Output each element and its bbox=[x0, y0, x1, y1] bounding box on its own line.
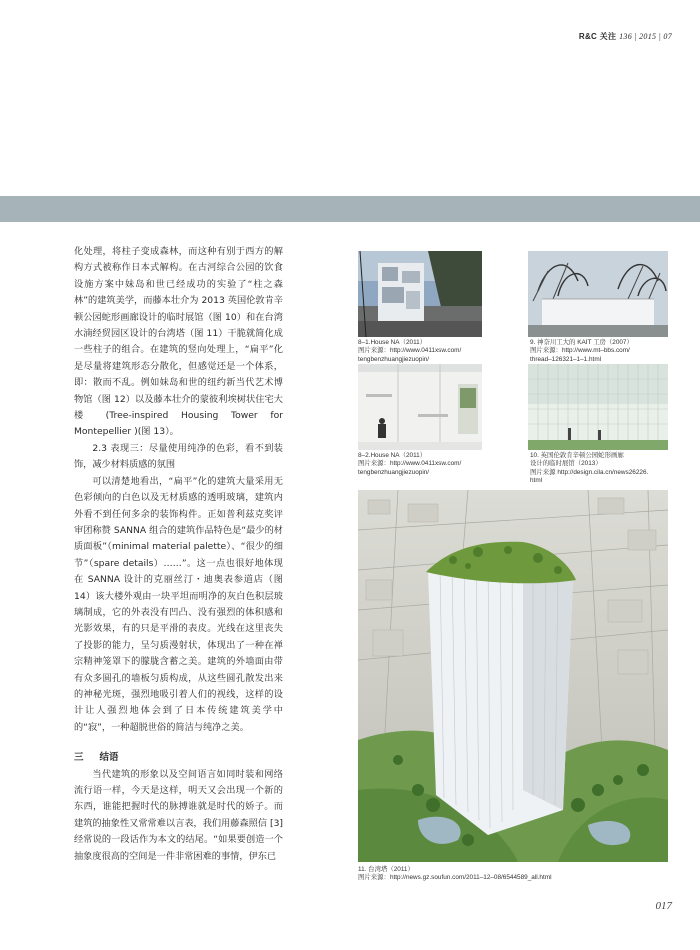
section-heading bbox=[74, 750, 283, 766]
section-title: 结语 bbox=[99, 752, 119, 764]
photo-serpentine-pavilion bbox=[528, 364, 668, 450]
section-label: R&C 关注 bbox=[578, 32, 617, 41]
paragraph-2: 可以清楚地看出，“扁平”化的建筑大量采用无色彩倾向的白色以及无材质感的透明玻璃，建筑内外看不到任何多余的装饰构件。正如普利兹克奖评审团称赞 SANNA 组合的建筑作品特色是“最少的材质面板”（minimal material palette）、“很少的细节”（spare details）……”。这一点也很好地体现在 SANNA 设计的克丽丝汀・迪奥表参道店（图 14）该大楼外观由一块平坦而明净的灰白色积层玻璃制成，它的外表没有凹凸、没有强烈的体积感和光影效果，有的只是平滑的表皮。光线在这里丧失了投影的能力，呈匀质漫射状，体现出了一种在禅宗精神笼罩下的朦胧含蓄之美。建筑的外墙面由带有众多圆孔的墙板匀质构成，从这些圆孔散发出来的神秘光斑，强烈地吸引着人们的视线，这样的设计让人强烈地体会到了日本传统建筑美学中的“寂”，一种超脱世俗的简洁与纯净之美。 bbox=[74, 475, 283, 733]
section-number: 三 bbox=[74, 752, 84, 764]
header-band bbox=[0, 196, 700, 222]
photo-kait-workshop bbox=[528, 251, 668, 337]
photo-house-na-1 bbox=[358, 251, 482, 337]
subheading-2-3: 2.3 表现三：尽量使用纯净的色彩，看不到装饰，减少材料质感的氛围 bbox=[74, 442, 283, 471]
photo-house-na-2 bbox=[358, 364, 482, 450]
paragraph-3: 当代建筑的形象以及空间语言如同时装和网络流行语一样，今天是这样，明天又会出现一个新的东西，谁能把握时代的脉搏谁就是时代的娇子。而建筑的抽象性又常常难以言表，我们用藤森照信 [3] 经常说的一段话作为本文的结尾。“如果要创造一个抽象度很高的空间是一件非常困难的事情，伊东已 bbox=[74, 768, 283, 862]
page-number: 017 bbox=[655, 900, 672, 912]
caption-11: 11. 台湾塔（2011） 图片来源：http://news.gz.soufun.com/2011–12–08/6544589_all.html bbox=[358, 866, 552, 882]
caption-9: 9. 神奈川工大的 KAIT 工房（2007） 图片来源：http://www.mt–bbs.com/ thread–126321–1–1.html bbox=[530, 339, 633, 363]
caption-10: 10. 英国伦敦肯辛顿公园蛇形画廊 设计的临时展馆（2013） 图片来源 http://design.cila.cn/news26226. html bbox=[530, 452, 649, 485]
text-column bbox=[74, 244, 283, 865]
caption-8-2: 8–2.House NA（2011） 图片来源：http://www.0411xsw.com/ tengbenzhuangjiezuopin/ bbox=[358, 452, 462, 476]
photo-taiwan-tower bbox=[358, 490, 668, 862]
paragraph-1: 化处理，将柱子变成森林，而这种有别于西方的解构方式被称作日本式解构。在古河综合公园的饮食设施方案中妹岛和世已经成功的实验了“柱之森林”的建筑美学，而藤本壮介为 2013 英国伦敦肯辛顿公园蛇形画廊设计的临时展馆（图 10）和在台湾水湳经贸园区设计的台湾塔（图 11）干脆就简化成一些柱子的组合。在建筑的竖向处理上，“扁平”化是尽量将建筑形态分散化，但感觉还是一个体系，即：散而不乱。例如妹岛和世的纽约新当代艺术博物馆（图 12）以及藤本壮介的蒙彼利埃树状住宅大楼 (Tree-inspired Housing Tower for Montepellier )(图 13）。 bbox=[74, 246, 283, 438]
issue-label: 136 | 2015 | 07 bbox=[619, 32, 672, 41]
page-header bbox=[0, 31, 672, 42]
caption-8-1: 8–1.House NA（2011） 图片来源：http://www.0411xsw.com/ tengbenzhuangjiezuopin/ bbox=[358, 339, 462, 363]
